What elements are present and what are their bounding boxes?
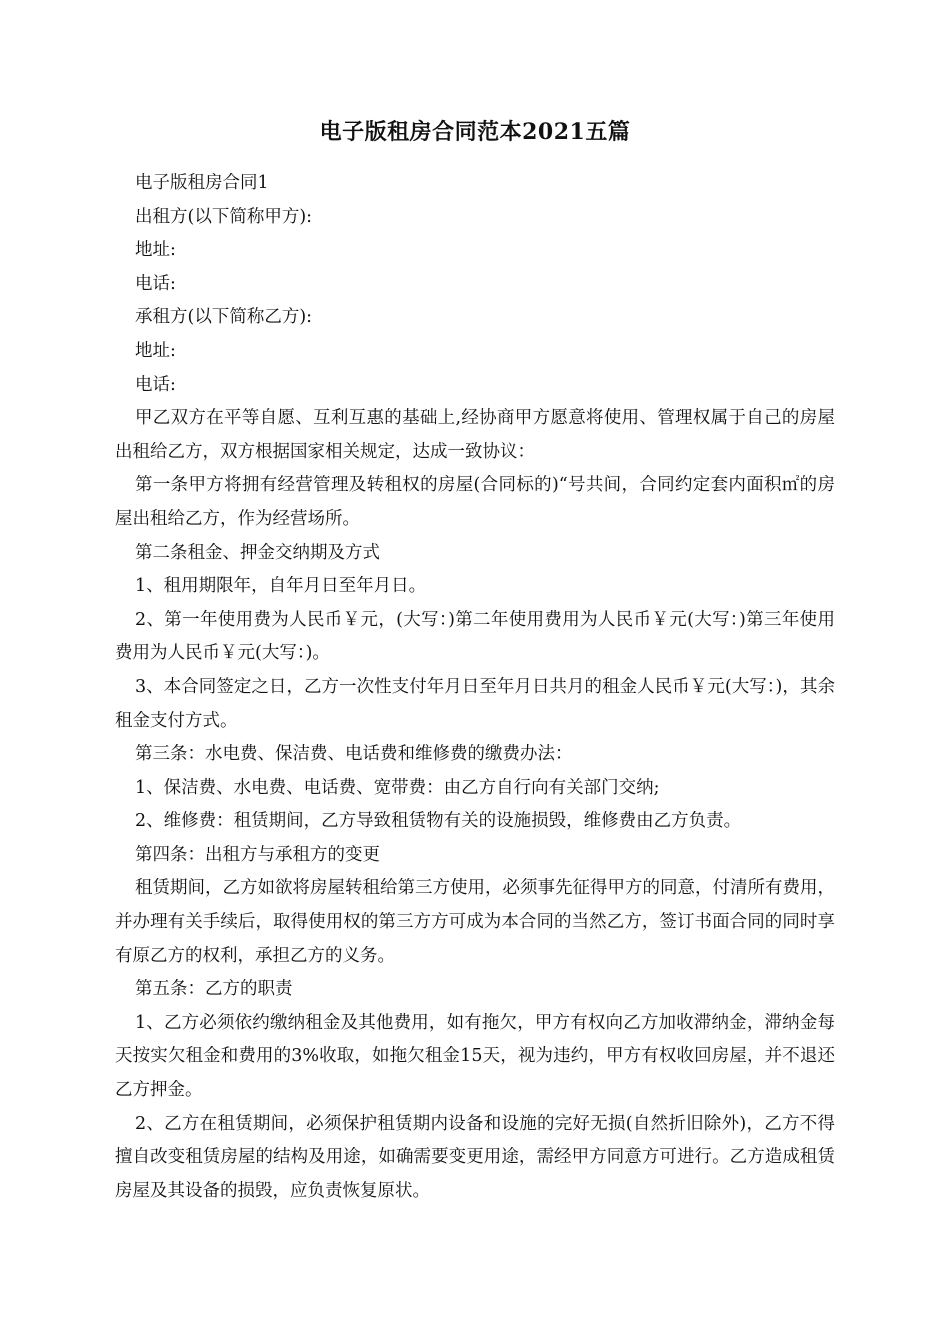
paragraph-article-3-item-2: 2、维修费：租赁期间，乙方导致租赁物有关的设施损毁，维修费由乙方负责。 (135, 811, 742, 832)
document-body (115, 167, 835, 1208)
paragraph-article-2-item-3: 3、本合同签定之日，乙方一次性支付年月日至年月日共月的租金人民币￥元(大写：)，其余租金支付方式。 (115, 676, 835, 731)
paragraph-lessor: 出租方(以下简称甲方): (135, 206, 313, 227)
paragraph-article-3-heading: 第三条：水电费、保洁费、电话费和维修费的缴费办法： (135, 744, 573, 765)
document-title: 电子版租房合同范本2021五篇 (319, 119, 631, 145)
paragraph-lessor-address: 地址: (135, 240, 176, 261)
paragraph-contract-heading: 电子版租房合同1 (135, 173, 269, 193)
paragraph-article-5-item-2: 2、乙方在租赁期间，必须保护租赁期内设备和设施的完好无损(自然折旧除外)，乙方不得擅自改变租赁房屋的结构及用途，如确需要变更用途，需经甲方同意方可进行。乙方造成租赁房屋及其设备的损毁，应负责恢复原状。 (115, 1113, 835, 1201)
paragraph-lessor-phone: 电话: (135, 273, 176, 294)
paragraph-article-3-item-1: 1、保洁费、水电费、电话费、宽带费：由乙方自行向有关部门交纳; (135, 777, 660, 798)
paragraph-article-4-body: 租赁期间，乙方如欲将房屋转租给第三方使用，必须事先征得甲方的同意，付清所有费用，并办理有关手续后，取得使用权的第三方方可成为本合同的当然乙方，签订书面合同的同时享有原乙方的权利，承担乙方的义务。 (115, 878, 835, 966)
paragraph-lessee: 承租方(以下简称乙方): (135, 307, 313, 328)
paragraph-article-1: 第一条甲方将拥有经营管理及转租权的房屋(合同标的)“号共间，合同约定套内面积㎡的房屋出租给乙方，作为经营场所。 (115, 475, 835, 529)
paragraph-lessee-phone: 电话: (135, 374, 176, 395)
paragraph-article-2-item-1: 1、租用期限年，自年月日至年月日。 (135, 576, 427, 597)
paragraph-preamble: 甲乙双方在平等自愿、互利互惠的基础上,经协商甲方愿意将使用、管理权属于自己的房屋出租给乙方，双方根据国家相关规定，达成一致协议： (115, 408, 835, 462)
paragraph-article-2-item-2: 2、第一年使用费为人民币￥元，(大写：)第二年使用费用为人民币￥元(大写：)第三年使用费用为人民币￥元(大写：)。 (115, 609, 835, 664)
paragraph-article-4-heading: 第四条：出租方与承租方的变更 (135, 844, 380, 865)
paragraph-lessee-address: 地址: (135, 340, 176, 361)
paragraph-article-2-heading: 第二条租金、押金交纳期及方式 (135, 542, 380, 563)
paragraph-article-5-heading: 第五条：乙方的职责 (135, 979, 293, 1000)
paragraph-article-5-item-1: 1、乙方必须依约缴纳租金及其他费用，如有拖欠，甲方有权向乙方加收滞纳金，滞纳金每天按实欠租金和费用的3%收取，如拖欠租金15天，视为违约，甲方有权收回房屋，并不退还乙方押金。 (115, 1012, 835, 1101)
